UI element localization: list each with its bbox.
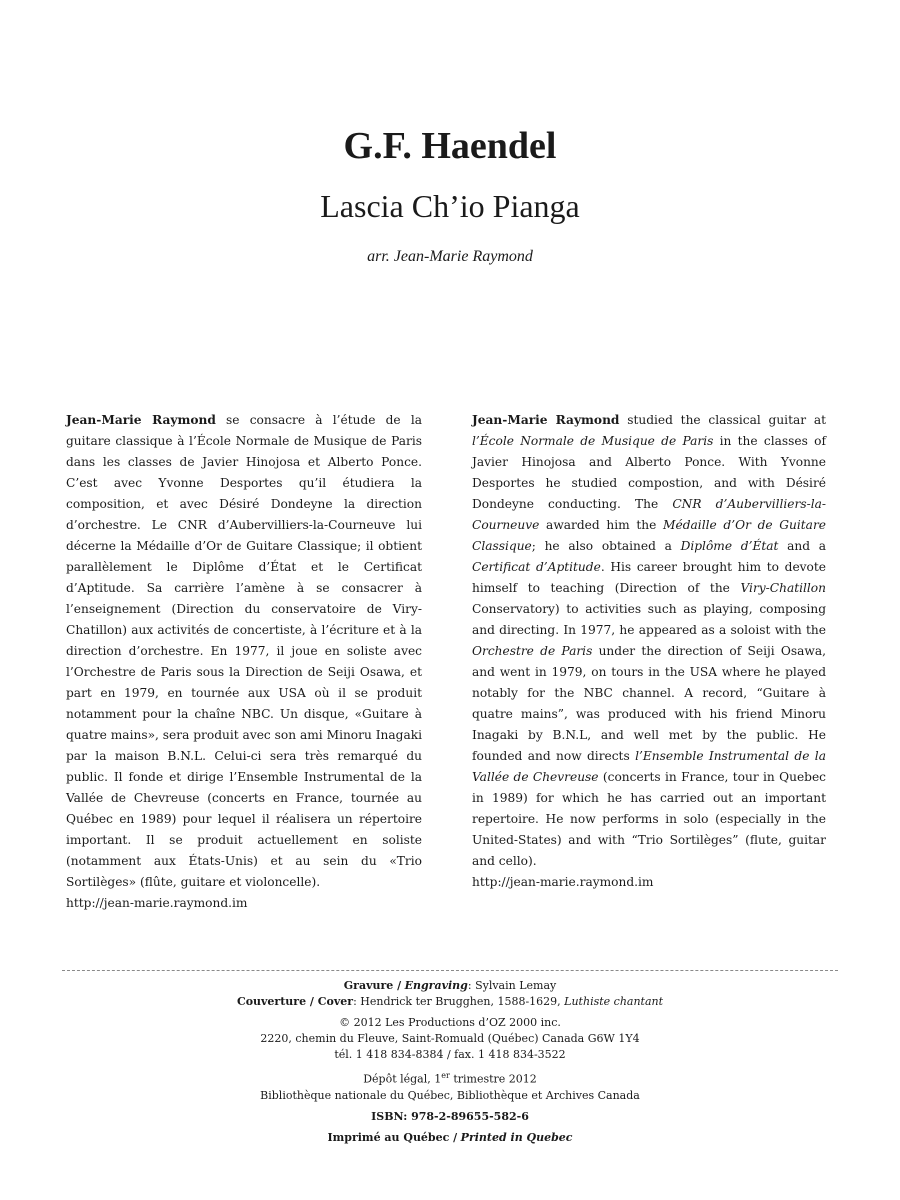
phone-line: tél. 1 418 834-8384 / fax. 1 418 834-3522	[334, 1048, 566, 1061]
engraving-label: Gravure /	[343, 979, 402, 992]
bio-en-text: ; he also obtained a	[531, 539, 681, 553]
bio-en-text: Conservatory) to activities such as playing, composing and directing. In 1977, he appeared as a soloist with the	[472, 602, 826, 637]
bio-en-name: Jean-Marie Raymond	[472, 413, 620, 427]
bio-en-italic: l’École Normale de Musique de Paris	[472, 434, 714, 448]
engraving-credit	[0, 978, 900, 994]
legal-sup: er	[441, 1071, 450, 1080]
engraver-name: : Sylvain Lemay	[467, 979, 557, 992]
bio-en-text: and a	[778, 539, 827, 553]
printed-line	[0, 1130, 900, 1146]
bio-en-text: awarded him the	[539, 518, 664, 532]
cover-text: : Hendrick ter Brugghen, 1588-1629,	[353, 995, 565, 1008]
copyright-line: © 2012 Les Productions d’OZ 2000 inc.	[339, 1016, 561, 1029]
divider-line	[62, 970, 838, 971]
bio-en-text: . His career brought him to devote himself to teaching (Direction of the	[472, 560, 826, 595]
bio-fr-text: se consacre à l’étude de la guitare classique à l’École Normale de Musique de Paris dans les classes de Javier Hinojosa et Alberto Ponce. C’est avec Yvonne Desportes qu’il étudiera la composition, et avec Désiré Dondeyne la direction d’orchestre. Le CNR d’Aubervilliers-la-Courneuve lui décerne la Médaille d’Or de Guitare Classique; il obtient parallèlement le Diplôme d’État et le Certificat d’Aptitude. Sa carrière l’amène à se consacrer à l’enseignement (Direction du conservatoire de Viry-Chatillon) aux activités de concertiste, à l’écriture et à la direction d’orchestre. En 1977, il joue en soliste avec l’Orchestre de Paris sous la Direction de Seiji Osawa, et part en 1979, en tournée aux USA où il se produit notamment pour la chaîne NBC. Un disque, «Guitare à quatre mains», sera produit avec son ami Minoru Inagaki par la maison B.N.L. Celui-ci sera très remarqué du public. Il fonde et dirige l’Ensemble Instrumental de la Vallée de Chevreuse (concerts en France, tournée au Québec en 1989) pour lequel il réalisera un répertoire important. Il se produit actuellement en soliste (notamment aux États-Unis) et au sein du «Trio Sortilèges» (flûte, guitare et violoncelle).	[66, 413, 422, 889]
bio-en-paragraph	[472, 410, 826, 872]
printed-fr: Imprimé au Québec /	[327, 1130, 458, 1144]
isbn: ISBN: 978-2-89655-582-6	[371, 1109, 529, 1123]
legal-suffix: trimestre 2012	[449, 1072, 537, 1086]
header	[0, 124, 900, 266]
legal-prefix: Dépôt légal, 1	[363, 1072, 442, 1086]
cover-credit	[0, 994, 900, 1010]
composer-name: G.F. Haendel	[343, 125, 557, 167]
biography-french	[66, 410, 422, 914]
bio-en-url: http://jean-marie.raymond.im	[472, 875, 654, 889]
printed-en: Printed in Quebec	[460, 1130, 573, 1144]
bio-fr-name: Jean-Marie Raymond	[66, 413, 216, 427]
engraving-label-en: Engraving	[404, 979, 468, 992]
bio-en-text: studied the classical guitar at	[619, 413, 826, 427]
bio-en-text: under the direction of Seiji Osawa, and went in 1979, on tours in the USA where he played notably for the NBC channel. A record, “Guitare à quatre mains”, was produced with his friend Minoru Inagaki by B.N.L, and well met by the public. He founded and now directs	[472, 644, 826, 763]
bio-en-italic: Diplôme d’État	[680, 539, 779, 553]
libraries-line: Bibliothèque nationale du Québec, Bibliothèque et Archives Canada	[260, 1088, 640, 1102]
bio-fr-paragraph	[66, 410, 422, 893]
bio-en-italic: l’Ensemble Instrumental de la Vallée de Chevreuse	[472, 749, 826, 784]
piece-title: Lascia Ch’io Pianga	[320, 188, 580, 224]
cover-label: Couverture / Cover	[236, 995, 354, 1008]
arranger-credit: arr. Jean-Marie Raymond	[367, 248, 533, 265]
cover-title: Luthiste chantant	[564, 995, 664, 1008]
bio-en-italic: Orchestre de Paris	[472, 644, 593, 658]
bio-en-italic: CNR d’Aubervilliers-la-Courneuve	[472, 497, 826, 532]
bio-en-text: (concerts in France, tour in Quebec in 1989) for which he has carried out an important repertoire. He now performs in solo (especially in the United-States) and with “Trio Sortilèges” (flute, guitar and cello).	[472, 770, 826, 868]
biography-english	[472, 410, 826, 893]
legal-deposit	[0, 1068, 900, 1088]
isbn-line	[0, 1109, 900, 1125]
publisher-credits	[0, 978, 900, 1146]
bio-en-text: in the classes of Javier Hinojosa and Alberto Ponce. With Yvonne Desportes he studied compostion, and with Désiré Dondeyne conducting. The	[472, 434, 826, 511]
bio-fr-url: http://jean-marie.raymond.im	[66, 896, 248, 910]
address-line: 2220, chemin du Fleuve, Saint-Romuald (Québec) Canada G6W 1Y4	[260, 1032, 640, 1045]
bio-en-italic: Viry-Chatillon	[740, 581, 826, 595]
bio-en-italic: Certificat d’Aptitude	[472, 560, 601, 574]
bio-en-italic: Médaille d’Or de Guitare Classique	[472, 518, 826, 553]
